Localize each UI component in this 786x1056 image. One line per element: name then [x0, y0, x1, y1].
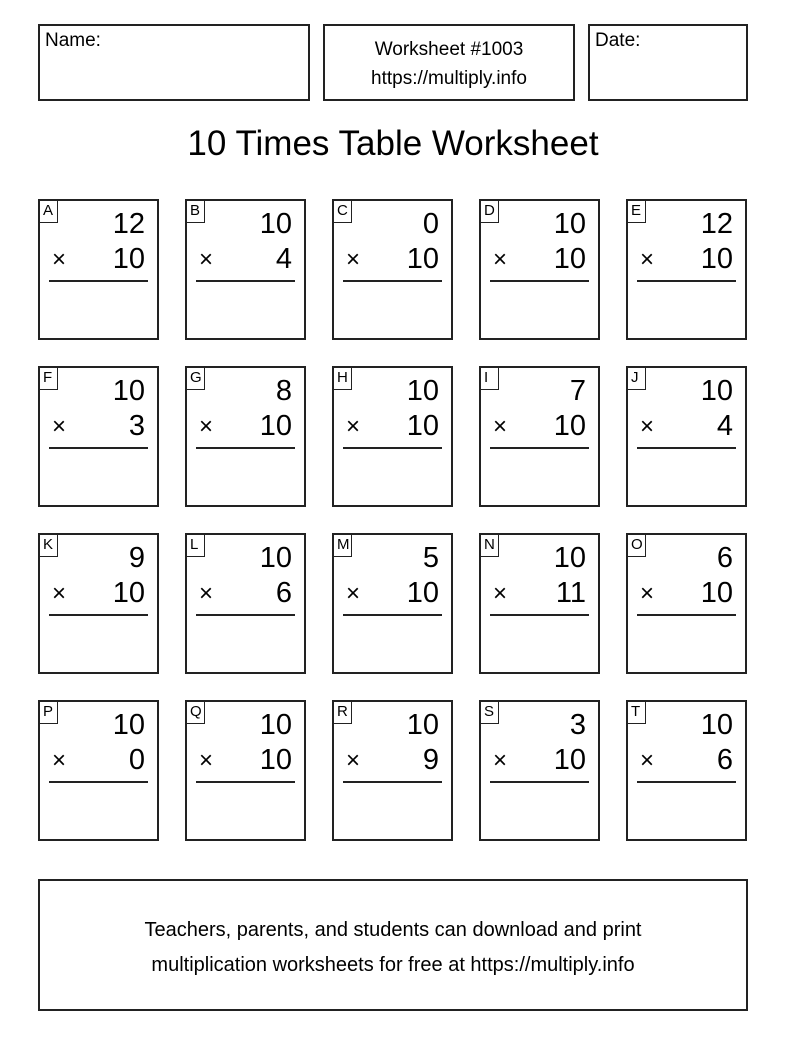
problem-card	[185, 700, 306, 841]
multiplicand: 0	[422, 208, 439, 240]
problem-card	[38, 199, 159, 340]
times-icon: ×	[199, 413, 214, 440]
multiplier: 6	[275, 577, 292, 609]
times-icon: ×	[346, 246, 361, 273]
multiplier: 10	[553, 410, 586, 442]
answer-line	[49, 280, 148, 282]
multiplicand: 10	[259, 208, 292, 240]
page-title: 10 Times Table Worksheet	[187, 124, 599, 163]
multiplier: 10	[406, 410, 439, 442]
multiplicand: 10	[553, 542, 586, 574]
times-icon: ×	[52, 747, 67, 774]
multiplicand: 7	[569, 375, 586, 407]
multiplier: 10	[406, 577, 439, 609]
answer-line	[637, 781, 736, 783]
times-icon: ×	[52, 246, 67, 273]
footer-line-2: multiplication worksheets for free at https://multiply.info	[151, 954, 635, 976]
times-icon: ×	[346, 580, 361, 607]
answer-line	[637, 614, 736, 616]
multiplier: 10	[112, 243, 145, 275]
multiplicand: 6	[716, 542, 733, 574]
problem-card	[479, 533, 600, 674]
problem-card	[185, 533, 306, 674]
multiplicand: 3	[569, 709, 586, 741]
answer-line	[343, 280, 442, 282]
times-icon: ×	[199, 246, 214, 273]
name-field-box	[38, 24, 310, 101]
multiplier: 3	[128, 410, 145, 442]
times-icon: ×	[640, 747, 655, 774]
multiplier: 11	[555, 577, 586, 609]
multiplier: 10	[553, 243, 586, 275]
multiplicand: 12	[700, 208, 733, 240]
problem-card	[332, 199, 453, 340]
problem-letter: T	[628, 702, 646, 724]
problem-card	[626, 533, 747, 674]
multiplicand: 10	[112, 375, 145, 407]
multiplier: 6	[716, 744, 733, 776]
problem-card	[185, 199, 306, 340]
problem-letter: S	[481, 702, 499, 724]
problem-letter: I	[481, 368, 499, 390]
problem-card	[38, 700, 159, 841]
multiplicand: 10	[406, 375, 439, 407]
times-icon: ×	[640, 246, 655, 273]
answer-line	[196, 614, 295, 616]
problem-letter: C	[334, 201, 352, 223]
multiplier: 10	[700, 243, 733, 275]
multiplier: 10	[553, 744, 586, 776]
times-icon: ×	[346, 747, 361, 774]
multiplicand: 10	[406, 709, 439, 741]
multiplier: 10	[259, 744, 292, 776]
date-label: Date:	[595, 30, 641, 51]
answer-line	[49, 447, 148, 449]
answer-line	[343, 447, 442, 449]
answer-line	[490, 781, 589, 783]
answer-line	[343, 781, 442, 783]
problem-letter: Q	[187, 702, 205, 724]
problem-letter: P	[40, 702, 58, 724]
multiplicand: 10	[112, 709, 145, 741]
multiplier: 0	[128, 744, 145, 776]
problem-card	[332, 700, 453, 841]
worksheet-url: https://multiply.info	[371, 68, 527, 89]
multiplicand: 10	[700, 709, 733, 741]
multiplicand: 9	[128, 542, 145, 574]
times-icon: ×	[493, 246, 508, 273]
multiplicand: 10	[700, 375, 733, 407]
name-label: Name:	[45, 30, 101, 51]
problem-card	[626, 199, 747, 340]
answer-line	[49, 781, 148, 783]
problem-letter: A	[40, 201, 58, 223]
multiplicand: 10	[259, 542, 292, 574]
answer-line	[490, 447, 589, 449]
problem-letter: M	[334, 535, 352, 557]
times-icon: ×	[52, 580, 67, 607]
multiplier: 10	[700, 577, 733, 609]
problem-letter: E	[628, 201, 646, 223]
answer-line	[343, 614, 442, 616]
footer-line-1: Teachers, parents, and students can download and print	[144, 919, 642, 941]
answer-line	[490, 614, 589, 616]
multiplicand: 5	[422, 542, 439, 574]
problem-letter: J	[628, 368, 646, 390]
problem-letter: O	[628, 535, 646, 557]
problem-card	[185, 366, 306, 507]
multiplicand: 8	[275, 375, 292, 407]
times-icon: ×	[493, 747, 508, 774]
answer-line	[196, 447, 295, 449]
problem-card	[626, 700, 747, 841]
multiplier: 9	[422, 744, 439, 776]
multiplier: 4	[716, 410, 733, 442]
multiplicand: 10	[553, 208, 586, 240]
times-icon: ×	[52, 413, 67, 440]
problem-card	[332, 366, 453, 507]
times-icon: ×	[640, 580, 655, 607]
date-field-box	[588, 24, 748, 101]
times-icon: ×	[199, 580, 214, 607]
answer-line	[637, 280, 736, 282]
problem-letter: L	[187, 535, 205, 557]
problem-card	[626, 366, 747, 507]
multiplier: 4	[275, 243, 292, 275]
problem-letter: N	[481, 535, 499, 557]
times-icon: ×	[640, 413, 655, 440]
worksheet-number: Worksheet #1003	[374, 39, 524, 60]
times-icon: ×	[493, 580, 508, 607]
multiplicand: 12	[112, 208, 145, 240]
answer-line	[490, 280, 589, 282]
problem-card	[38, 533, 159, 674]
multiplier: 10	[259, 410, 292, 442]
answer-line	[196, 781, 295, 783]
multiplier: 10	[406, 243, 439, 275]
times-icon: ×	[346, 413, 361, 440]
worksheet-info-box	[323, 24, 575, 101]
problem-letter: D	[481, 201, 499, 223]
footer-note-box	[38, 879, 748, 1011]
problem-letter: G	[187, 368, 205, 390]
answer-line	[49, 614, 148, 616]
times-icon: ×	[199, 747, 214, 774]
problem-letter: F	[40, 368, 58, 390]
problem-card	[479, 366, 600, 507]
problem-card	[479, 199, 600, 340]
multiplier: 10	[112, 577, 145, 609]
answer-line	[196, 280, 295, 282]
problem-card	[332, 533, 453, 674]
problem-letter: B	[187, 201, 205, 223]
problem-letter: H	[334, 368, 352, 390]
problem-letter: K	[40, 535, 58, 557]
problem-card	[479, 700, 600, 841]
times-icon: ×	[493, 413, 508, 440]
problem-letter: R	[334, 702, 352, 724]
problem-card	[38, 366, 159, 507]
multiplicand: 10	[259, 709, 292, 741]
answer-line	[637, 447, 736, 449]
